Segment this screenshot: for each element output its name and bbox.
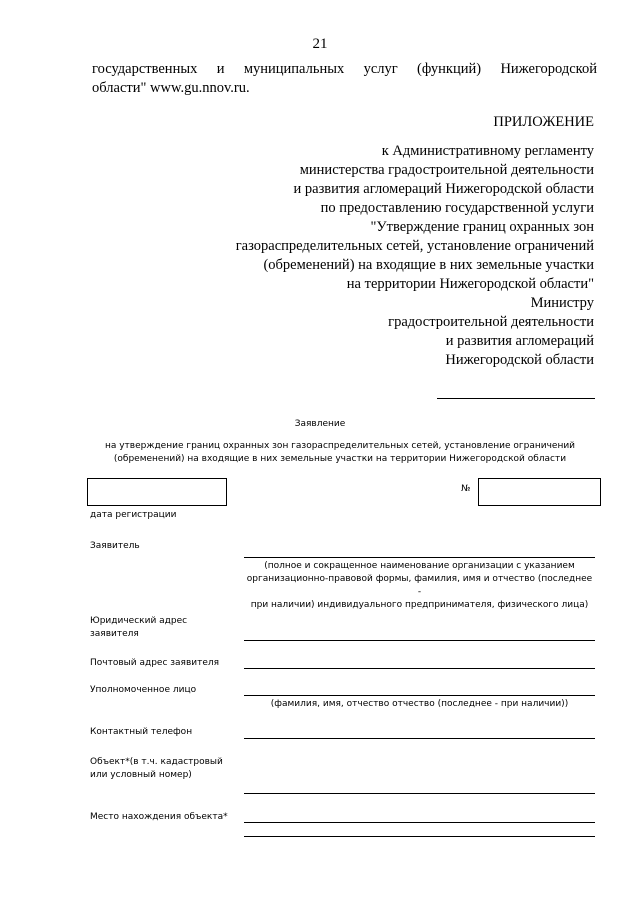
appendix-line: и развития агломераций Нижегородской области <box>293 181 594 197</box>
registration-date-label: дата регистрации <box>90 510 177 520</box>
applicant-caption-line: организационно-правовой формы, фамилия, имя и отчество (последнее - <box>246 574 593 597</box>
addressee-line: градостроительной деятельности <box>388 314 594 330</box>
appendix-line: по предоставлению государственной услуги <box>320 200 594 216</box>
appendix-title: ПРИЛОЖЕНИЕ <box>493 114 594 130</box>
legal-address-label-line: заявителя <box>90 629 139 639</box>
appendix-line: (обременений) на входящие в них земельные участки <box>263 257 594 273</box>
applicant-field[interactable] <box>244 557 595 558</box>
object-label-line: или условный номер) <box>90 770 192 780</box>
page-number: 21 <box>312 36 328 52</box>
authorized-person-caption: (фамилия, имя, отчество отчество (последнее - при наличии)) <box>270 699 569 709</box>
appendix-line: газораспределительных сетей, установление ограничений <box>235 238 594 254</box>
object-label <box>90 756 240 782</box>
statement-subtitle-line: (обременений) на входящие в них земельные участки на территории Нижегородской области <box>113 454 567 464</box>
contact-phone-field[interactable] <box>244 738 595 739</box>
addressee-line: и развития агломераций <box>445 333 594 349</box>
object-location-field-1[interactable] <box>244 822 595 823</box>
signature-line[interactable] <box>437 398 595 399</box>
object-location-label: Место нахождения объекта* <box>90 812 228 822</box>
authorized-person-field[interactable] <box>244 695 595 696</box>
legal-address-label <box>90 615 240 641</box>
addressee-line: Министру <box>530 295 594 311</box>
legal-address-label-line: Юридический адрес <box>90 616 188 626</box>
statement-subtitle-line: на утверждение границ охранных зон газораспределительных сетей, установление ограничений <box>104 441 576 451</box>
intro-line-1: государственных и муниципальных услуг (функций) Нижегородской <box>92 61 597 77</box>
postal-address-label: Почтовый адрес заявителя <box>90 658 220 668</box>
object-label-line: Объект*(в т.ч. кадастровый <box>90 757 223 767</box>
addressee-block <box>388 294 594 370</box>
number-sign: № <box>461 484 471 494</box>
intro-line-2: области" www.gu.nnov.ru. <box>92 80 250 96</box>
intro-paragraph <box>92 60 597 98</box>
statement-title: Заявление <box>294 419 346 429</box>
appendix-text <box>236 142 594 294</box>
statement-subtitle <box>80 440 600 466</box>
appendix-line: министерства градостроительной деятельности <box>299 162 594 178</box>
contact-phone-label: Контактный телефон <box>90 727 193 737</box>
appendix-line: на территории Нижегородской области" <box>346 276 594 292</box>
applicant-caption <box>244 560 595 612</box>
object-location-field-2[interactable] <box>244 836 595 837</box>
postal-address-field[interactable] <box>244 668 595 669</box>
applicant-label: Заявитель <box>90 541 140 551</box>
object-field[interactable] <box>244 793 595 794</box>
appendix-line: "Утверждение границ охранных зон <box>370 219 594 235</box>
appendix-line: к Административному регламенту <box>381 143 594 159</box>
applicant-caption-line: (полное и сокращенное наименование организации с указанием <box>264 561 575 571</box>
legal-address-field[interactable] <box>244 640 595 641</box>
registration-number-field[interactable] <box>478 478 601 506</box>
applicant-caption-line: при наличии) индивидуального предпринимателя, физического лица) <box>250 600 589 610</box>
addressee-line: Нижегородской области <box>445 352 594 368</box>
registration-date-field[interactable] <box>87 478 227 506</box>
authorized-person-label: Уполномоченное лицо <box>90 685 197 695</box>
